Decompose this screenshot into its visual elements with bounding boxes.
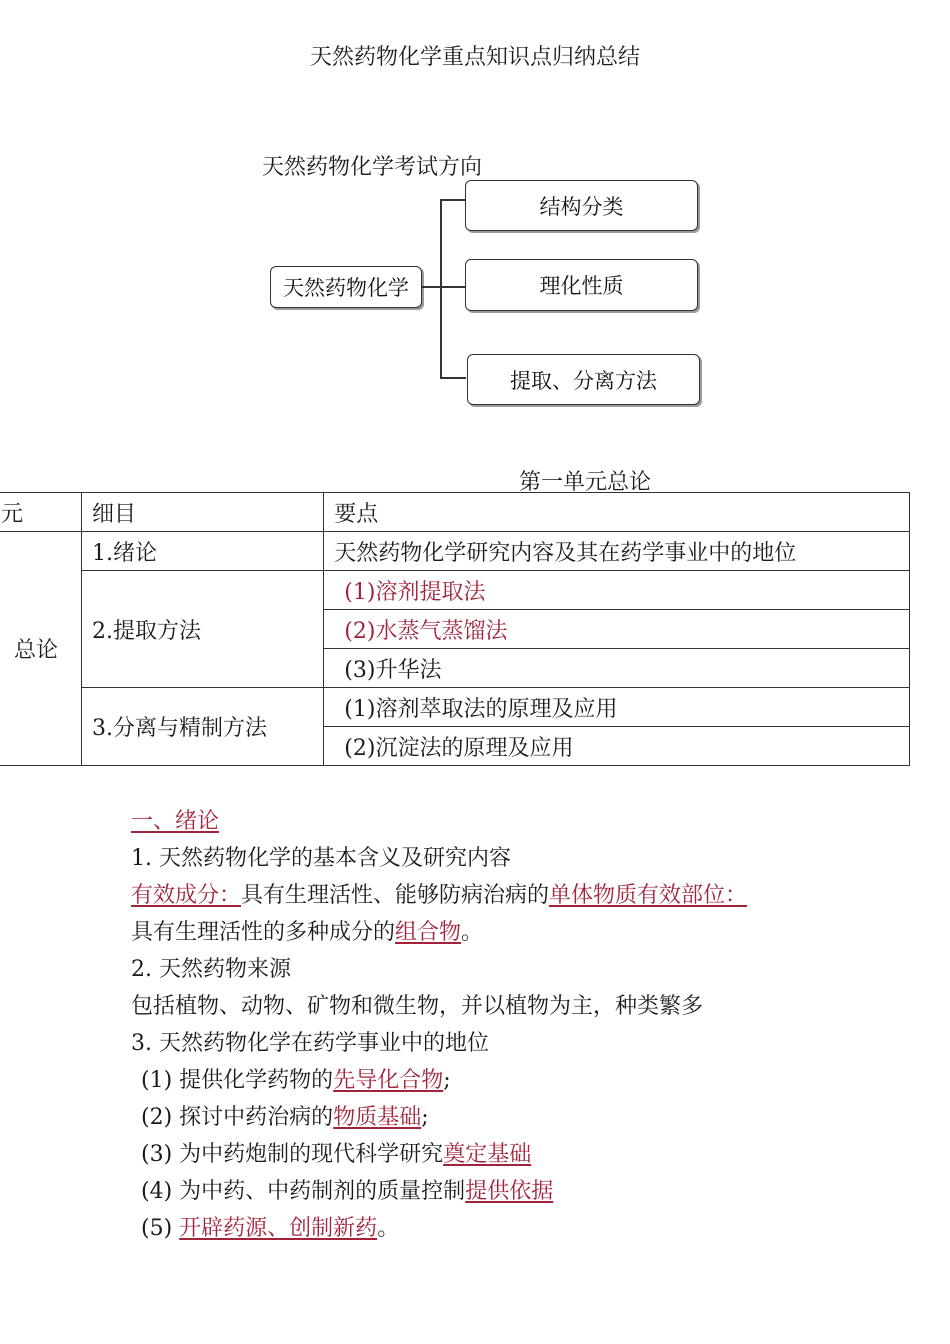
list-item [131,1062,747,1099]
text: ; [443,1068,451,1093]
item-cell: 2.提取方法 [82,571,324,688]
list-item [131,1136,747,1173]
highlight: 物质基础 [333,1105,422,1130]
list-item [131,1173,747,1210]
item-cell: 1.绪论 [82,532,324,571]
connector-branch-2 [440,286,466,288]
diagram-root-box: 天然药物化学 [270,266,422,308]
text: 具有生理活性的多种成分的 [131,920,396,945]
paragraph: 包括植物、动物、矿物和微生物，并以植物为主，种类繁多 [131,994,704,1019]
section-body [131,803,747,1247]
diagram-branch-box: 提取、分离方法 [467,354,700,405]
table-row [0,688,910,727]
item-number: (1) [141,1068,173,1093]
paragraph: 2. 天然药物来源 [131,957,291,982]
text: 为中药炮制的现代科学研究 [179,1142,444,1167]
header-cell-item: 细目 [82,493,324,532]
table-row [0,532,910,571]
text: 提供化学药物的 [179,1068,334,1093]
point-cell: (1)溶剂萃取法的原理及应用 [324,688,910,727]
text: 。 [377,1216,400,1241]
item-number: (3) [141,1142,173,1167]
paragraph [131,877,747,914]
point-cell: (2)水蒸气蒸馏法 [324,610,910,649]
text: 为中药、中药制剂的质量控制 [179,1179,466,1204]
header-cell-unit: 元 [0,493,82,532]
paragraph: 1. 天然药物化学的基本含义及研究内容 [131,846,511,871]
point-cell: (2)沉淀法的原理及应用 [324,727,910,766]
text: 。 [461,920,484,945]
point-cell: 天然药物化学研究内容及其在药学事业中的地位 [324,532,910,571]
highlight: 开辟药源、创制新药 [179,1216,378,1241]
table-row [0,571,910,610]
point-cell: (1)溶剂提取法 [324,571,910,610]
highlight: 奠定基础 [443,1142,532,1167]
paragraph: 3. 天然药物化学在药学事业中的地位 [131,1031,489,1056]
document-title: 天然药物化学重点知识点归纳总结 [309,45,640,70]
unit-table [0,492,910,766]
header-cell-point: 要点 [324,493,910,532]
item-number: (4) [141,1179,173,1204]
highlight: 先导化合物 [333,1068,444,1093]
highlight: 组合物 [395,920,462,945]
connector-branch-3 [440,377,466,379]
diagram-title: 天然药物化学考试方向 [262,155,483,180]
item-number: (2) [141,1105,173,1130]
text: 探讨中药治病的 [179,1105,334,1130]
highlight: 提供依据 [465,1179,554,1204]
item-cell: 3.分离与精制方法 [82,688,324,766]
connector-branch-1 [440,199,466,201]
unit-cell: 总论 [0,532,82,766]
highlight: 有效成分： [131,883,242,908]
item-number: (5) [141,1216,173,1241]
section-heading: 一、绪论 [131,809,220,834]
point-cell: (3)升华法 [324,649,910,688]
diagram-branch-box: 结构分类 [465,180,698,231]
paragraph [131,914,747,951]
list-item [131,1210,747,1247]
table-header-row [0,493,910,532]
diagram-branch-box: 理化性质 [465,259,698,311]
highlight: 单体物质有效部位： [549,883,748,908]
text: 具有生理活性、能够防病治病的 [241,883,550,908]
text: ; [421,1105,429,1130]
connector-vertical [440,199,442,377]
unit-title: 第一单元总论 [518,470,651,495]
list-item [131,1099,747,1136]
connector-root [421,286,441,288]
